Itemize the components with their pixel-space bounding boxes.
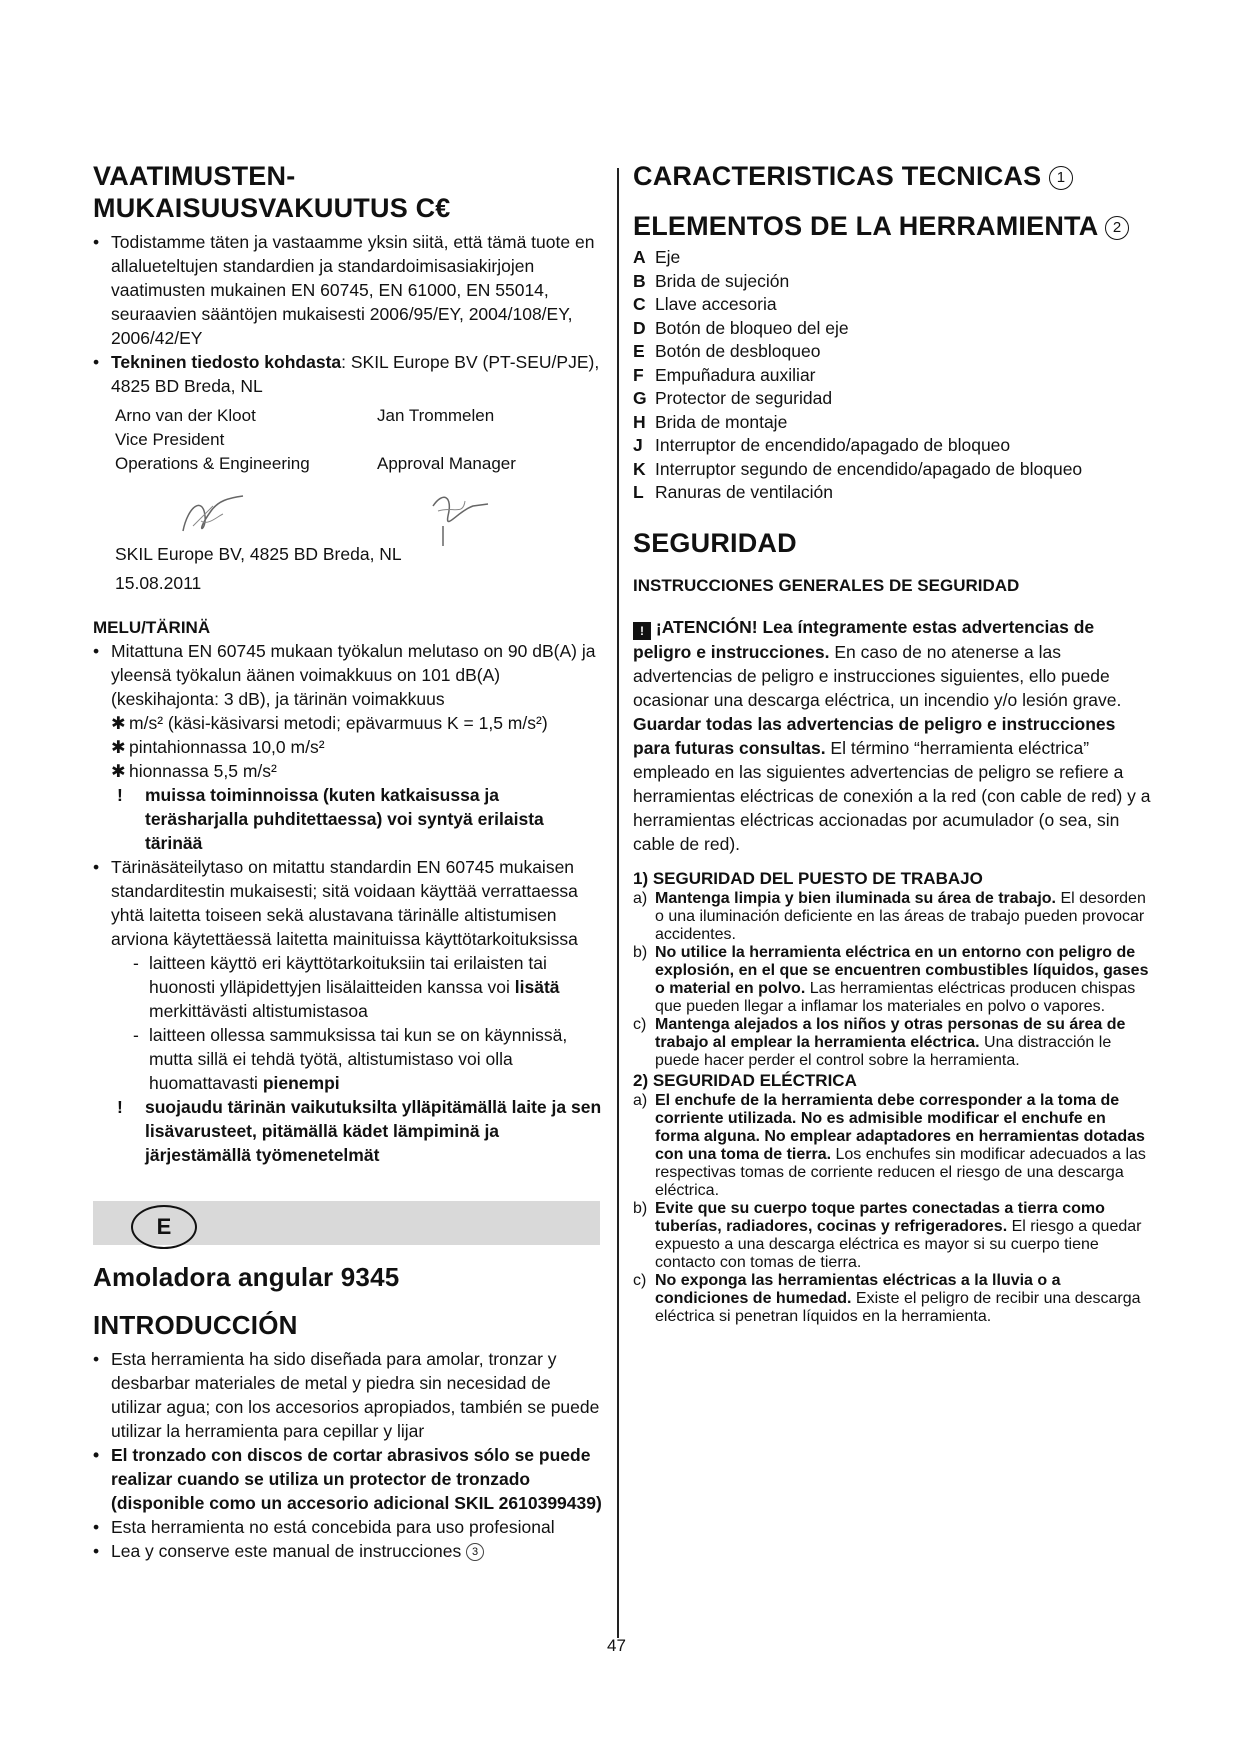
- vibration-intro: • Tärinäsäteilytaso on mitattu standardin EN 60745 mukaisen standarditestin mukaisesti; sitä voidaan käyttää verrattaessa yhtä laitetta toiseen sekä alustavana tärinälle altistumisen arviona käytettäessä laitetta mainituissa käyttötarkoituksissa - laitteen käyttö eri käyttötarkoituksiin tai erilaisten tai huonosti ylläpidettyjen lisälaitteiden kanssa voi lisätä merkittävästi altistumistasoa - laitteen ollessa sammuksissa tai kun se on käynnissä, mutta sillä ei tehdä työtä, altistumistaso voi olla huomattavasti pienempi ! suojaudu tärinän vaikutuksilta ylläpitämällä laite ja sen lisävarusteet, pitämällä kädet lämpiminä ja järjestämällä työmenetelmät: [93, 855, 605, 1167]
- language-bar: [93, 1201, 600, 1245]
- declaration-list: [93, 230, 605, 398]
- intro-list: [93, 1347, 605, 1563]
- noise-heading: MELU/TÄRINÄ: [93, 618, 211, 637]
- part-item: H Brida de montaje: [633, 411, 788, 432]
- part-item: B Brida de sujeción: [633, 270, 790, 291]
- vibration-note-1: - laitteen käyttö eri käyttötarkoituksiin tai erilaisten tai huonosti ylläpidettyjen lisälaitteiden kanssa voi lisätä merkittävästi altistumistasoa: [111, 951, 605, 1023]
- section-1-heading: 1) SEGURIDAD DEL PUESTO DE TRABAJO: [633, 868, 983, 888]
- attention-paragraph: ! ¡ATENCIÓN! Lea íntegramente estas advertencias de peligro e instrucciones. En caso de no atenerse a las advertencias de peligro e instrucciones siguientes, ello puede ocasionar una descarga eléctrica, un incendio y/o lesión grave. Guardar todas las advertencias de peligro e instrucciones para futuras consultas. El término “herramienta eléctrica” empleado en las siguientes advertencias de peligro se refiere a herramientas eléctricas de conexión a la red (con cable de red) y a herramientas eléctricas accionadas por acumulador (o sea, sin cable de red).: [633, 616, 1151, 854]
- tech-heading: CARACTERISTICAS TECNICAS 1: [633, 160, 1153, 192]
- noise-list: [93, 639, 605, 1167]
- signatures: [93, 476, 605, 538]
- noise-value-2: ✱ pintahionnassa 10,0 m/s²: [111, 737, 325, 757]
- section-2-item-a: a) El enchufe de la herramienta debe corresponder a la toma de corriente utilizada. No es admisible modificar el enchufe en forma alguna. No emplear adaptadores en herramientas dotadas con una toma de tierra. Los enchufes sin modificar adecuados a las respectivas tomas de corriente reducen el riesgo de una descarga eléctrica.: [633, 1091, 1146, 1199]
- part-item: C Llave accesoria: [633, 294, 777, 314]
- declaration-date: 15.08.2011: [115, 573, 202, 593]
- part-item: A Eje: [633, 247, 681, 267]
- intro-item: • Esta herramienta ha sido diseñada para amolar, tronzar y desbarbar materiales de metal y piedra sin necesidad de utilizar agua; con los accesorios apropiados, también se puede utilizar la herramienta para cepillar y lijar: [93, 1347, 605, 1443]
- figure-ref: 3: [466, 1543, 484, 1561]
- company-address: SKIL Europe BV, 4825 BD Breda, NL: [115, 544, 402, 564]
- ce-mark: C€: [415, 193, 451, 223]
- noise-value-3: ✱ hionnassa 5,5 m/s²: [111, 761, 277, 781]
- noise-value-1: ✱ m/s² (käsi-käsivarsi metodi; epävarmuus K = 1,5 m/s²): [111, 713, 548, 733]
- section-2-heading: 2) SEGURIDAD ELÉCTRICA: [633, 1070, 857, 1090]
- general-safety-heading: INSTRUCCIONES GENERALES DE SEGURIDAD: [633, 575, 1020, 595]
- figure-ref: 1: [1049, 166, 1073, 190]
- right-column: [633, 160, 1153, 1326]
- signatories: [115, 404, 605, 476]
- part-item: G Protector de seguridad: [633, 388, 833, 408]
- part-item: J Interruptor de encendido/apagado de bloqueo: [633, 435, 1011, 455]
- section-1-item-b: b) No utilice la herramienta eléctrica en un entorno con peligro de explosión, en el que se encuentren combustibles líquidos, gases o material en polvo. Las herramientas eléctricas producen chispas que pueden llegar a inflamar los materiales en polvo o vapores.: [633, 943, 1149, 1015]
- product-title: Amoladora angular 9345: [93, 1262, 400, 1292]
- signature-image: [93, 476, 573, 546]
- noise-warning-1: ! muissa toiminnoissa (kuten katkaisussa ja teräsharjalla puhditettaessa) voi syntyä erilaista tärinää: [117, 785, 544, 853]
- language-code: E: [131, 1205, 197, 1249]
- signatory-1: Arno van der Kloot Vice President Operations & Engineering: [115, 406, 310, 473]
- noise-intro: • Mitattuna EN 60745 mukaan työkalun melutaso on 90 dB(A) ja yleensä työkalun äänen voimakkuus on 101 dB(A) (keskihajonta: 3 dB), ja tärinän voimakkuus ✱ m/s² (käsi-käsivarsi metodi; epävarmuus K = 1,5 m/s²) ✱ pintahionnassa 10,0 m/s² ✱ hionnassa 5,5 m/s² ! muissa toiminnoissa (kuten katkaisussa ja teräsharjalla puhditettaessa) voi syntyä erilaista tärinää: [93, 639, 605, 855]
- elements-heading: ELEMENTOS DE LA HERRAMIENTA 2: [633, 210, 1153, 242]
- intro-heading: INTRODUCCIÓN: [93, 1310, 298, 1340]
- intro-item: • Esta herramienta no está concebida para uso profesional: [93, 1515, 605, 1539]
- left-column: [93, 160, 605, 1563]
- parts-list: [633, 246, 1153, 505]
- section-2-item-c: c) No exponga las herramientas eléctricas a la lluvia o a condiciones de humedad. Existe el peligro de recibir una descarga eléctrica si penetran líquidos en la herramienta.: [633, 1271, 1141, 1325]
- section-1-item-c: c) Mantenga alejados a los niños y otras personas de su área de trabajo al emplear la herramienta eléctrica. Una distracción le puede hacer perder el control sobre la herramienta.: [633, 1015, 1126, 1069]
- column-divider: [617, 168, 619, 1638]
- section-2-item-b: b) Evite que su cuerpo toque partes conectadas a tierra como tuberías, radiadores, cocinas y refrigeradores. El riesgo a quedar expuesto a una descarga eléctrica es mayor si su cuerpo tiene contacto con tomas de tierra.: [633, 1199, 1142, 1271]
- intro-item: • Lea y conserve este manual de instrucciones 3: [93, 1539, 605, 1563]
- page-number: 47: [607, 1636, 626, 1655]
- noise-warning-2: ! suojaudu tärinän vaikutuksilta ylläpitämällä laite ja sen lisävarusteet, pitämällä kädet lämpiminä ja järjestämällä työmenetelmät: [117, 1097, 602, 1165]
- part-item: K Interruptor segundo de encendido/apagado de bloqueo: [633, 458, 1083, 479]
- signatory-2: Jan Trommelen Approval Manager: [377, 406, 516, 473]
- declaration-title: VAATIMUSTEN- MUKAISUUSVAKUUTUS C€: [93, 161, 451, 223]
- figure-ref: 2: [1105, 216, 1129, 240]
- vibration-note-2: - laitteen ollessa sammuksissa tai kun se on käynnissä, mutta sillä ei tehdä työtä, altistumistaso voi olla huomattavasti pienempi: [111, 1023, 605, 1095]
- declaration-text: • Todistamme täten ja vastaamme yksin siitä, että tämä tuote en allalueteltujen standardien ja standardoimisasiakirjojen vaatimusten mukainen EN 60745, EN 61000, EN 55014, seuraavien sääntöjen mukaisesti 2006/95/EY, 2004/108/EY, 2006/42/EY: [93, 230, 605, 350]
- section-1-item-a: a) Mantenga limpia y bien iluminada su área de trabajo. El desorden o una iluminación deficiente en las áreas de trabajo pueden provocar accidentes.: [633, 889, 1146, 943]
- part-item: E Botón de desbloqueo: [633, 341, 821, 361]
- warning-icon: !: [633, 622, 651, 640]
- intro-item: • El tronzado con discos de cortar abrasivos sólo se puede realizar cuando se utiliza un protector de tronzado (disponible como un accesorio adicional SKIL 2610399439): [93, 1443, 605, 1515]
- part-item: D Botón de bloqueo del eje: [633, 317, 849, 338]
- safety-heading: SEGURIDAD: [633, 527, 797, 558]
- part-item: L Ranuras de ventilación: [633, 482, 834, 502]
- part-item: F Empuñadura auxiliar: [633, 364, 816, 385]
- technical-file: • Tekninen tiedosto kohdasta: SKIL Europe BV (PT-SEU/PJE), 4825 BD Breda, NL: [93, 350, 605, 398]
